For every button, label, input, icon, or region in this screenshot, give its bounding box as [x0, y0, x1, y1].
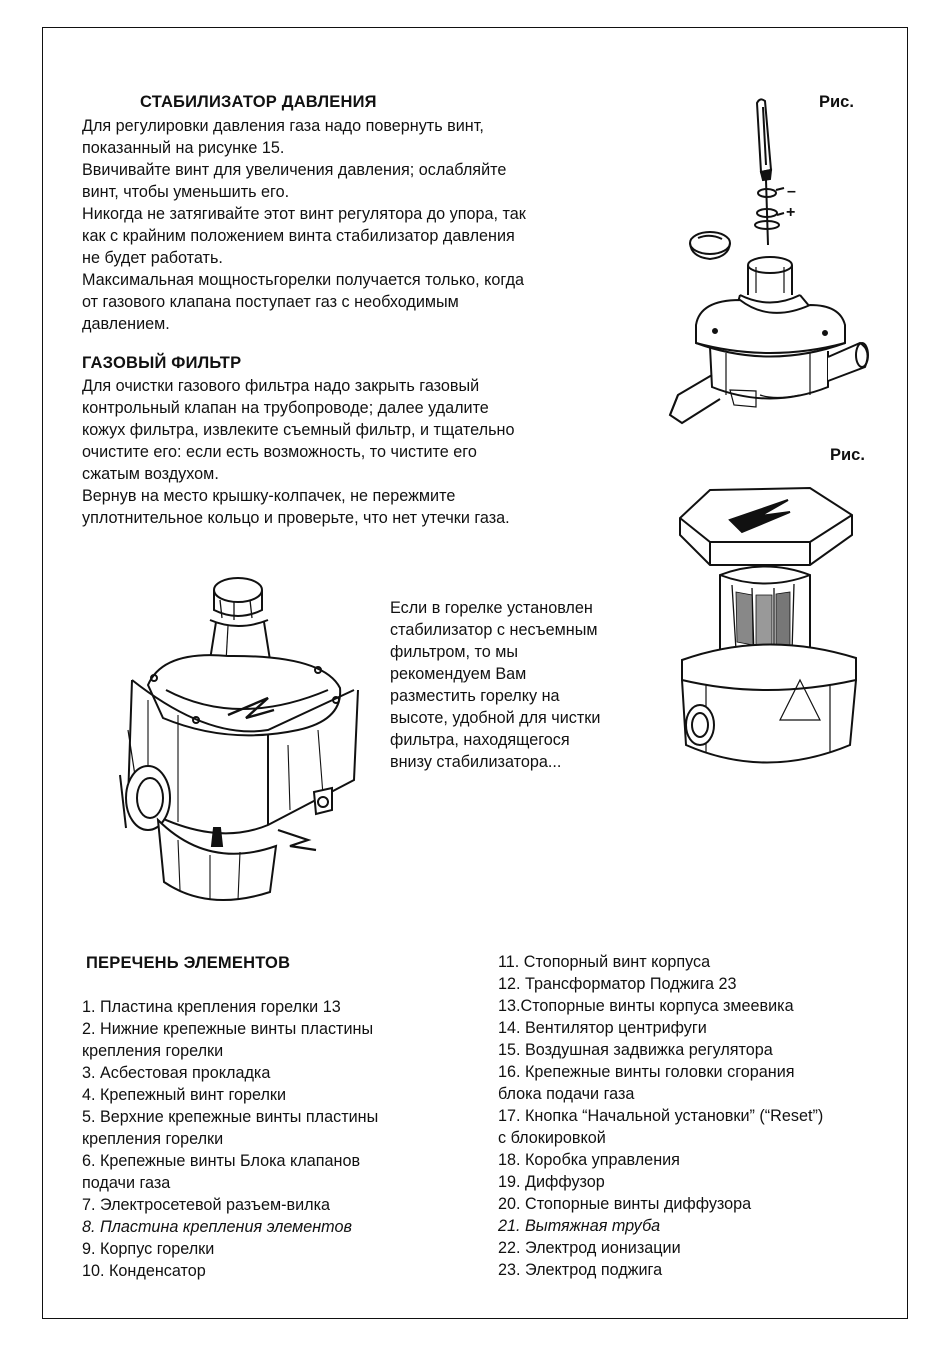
list-item: 21. Вытяжная труба	[498, 1217, 661, 1235]
list-item: 13.Стопорные винты корпуса змеевика	[498, 997, 794, 1015]
text-line: контрольный клапан на трубопроводе; далее удалите	[82, 399, 489, 417]
list-item: 23. Электрод поджига	[498, 1261, 663, 1279]
list-item: 22. Электрод ионизации	[498, 1239, 681, 1257]
text-line: винт, чтобы уменьшить его.	[82, 183, 290, 201]
text-line: Никогда не затягивайте этот винт регулятора до упора, так	[82, 205, 526, 223]
minus-label: –	[787, 183, 796, 200]
text-line: кожух фильтра, извлеките съемный фильтр, и тщательно	[82, 421, 515, 439]
list-item: 19. Диффузор	[498, 1173, 605, 1191]
plus-label: +	[786, 204, 796, 221]
text-line: от газового клапана поступает газ с необходимым	[82, 293, 459, 311]
text-line: уплотнительное кольцо и проверьте, что нет утечки газа.	[82, 509, 510, 527]
list-item: 11. Стопорный винт корпуса	[498, 953, 711, 971]
list-item: 16. Крепежные винты головки сгорания	[498, 1063, 795, 1081]
list-item: 18. Коробка управления	[498, 1151, 680, 1169]
text-line: Если в горелке установлен	[390, 599, 593, 617]
stabilizer-text	[82, 115, 526, 335]
text-line: показанный на рисунке 15.	[82, 139, 285, 157]
parts-list-right	[498, 951, 823, 1281]
figure-label: Рис.	[830, 446, 865, 464]
list-item: 14. Вентилятор центрифуги	[498, 1019, 707, 1037]
list-item: 3. Асбестовая прокладка	[82, 1064, 271, 1082]
text-line: как с крайним положением винта стабилизатор давления	[82, 227, 515, 245]
text-line: разместить горелку на	[390, 687, 560, 705]
text-line: Для очистки газового фильтра надо закрыть газовый	[82, 377, 480, 395]
list-item: 15. Воздушная задвижка регулятора	[498, 1041, 773, 1059]
text-line: очистите его: если есть возможность, то чистите его	[82, 443, 477, 461]
text-line: высоте, удобной для чистки	[390, 709, 601, 727]
list-item: 1. Пластина крепления горелки 13	[82, 998, 341, 1016]
list-item: 2. Нижние крепежные винты пластины	[82, 1020, 374, 1038]
stabilizer-heading: СТАБИЛИЗАТОР ДАВЛЕНИЯ	[140, 93, 377, 111]
pressure-regulator-illustration	[660, 95, 880, 435]
list-item: 20. Стопорные винты диффузора	[498, 1195, 752, 1213]
parts-heading: ПЕРЕЧЕНЬ ЭЛЕМЕНТОВ	[86, 954, 291, 972]
stabilizer-with-filter-illustration	[118, 570, 373, 910]
list-item: 4. Крепежный винт горелки	[82, 1086, 287, 1104]
text-line: фильтра, находящегося	[390, 731, 570, 749]
text-line: Максимальная мощностьгорелки получается только, когда	[82, 271, 525, 289]
filter-heading: ГАЗОВЫЙ ФИЛЬТР	[82, 354, 242, 372]
list-item: 10. Конденсатор	[82, 1262, 206, 1280]
parts-list-left	[82, 996, 378, 1282]
list-item: с блокировкой	[498, 1129, 606, 1147]
text-line: давлением.	[82, 315, 170, 333]
text-line: фильтром, то мы	[390, 643, 519, 661]
list-item: крепления горелки	[82, 1042, 224, 1060]
text-line: Вернув на место крышку-колпачек, не пережмите	[82, 487, 456, 505]
list-item: 17. Кнопка “Начальной установки” (“Reset”)	[498, 1107, 824, 1125]
list-item: 9. Корпус горелки	[82, 1240, 215, 1258]
list-item: 5. Верхние крепежные винты пластины	[82, 1108, 379, 1126]
text-line: Ввичивайте винт для увеличения давления; ослабляйте	[82, 161, 507, 179]
list-item: подачи газа	[82, 1174, 171, 1192]
note-text	[390, 597, 600, 773]
text-line: не будет работать.	[82, 249, 223, 267]
list-item: 6. Крепежные винты Блока клапанов	[82, 1152, 361, 1170]
filter-text	[82, 375, 514, 529]
list-item: 12. Трансформатор Поджига 23	[498, 975, 737, 993]
list-item: крепления горелки	[82, 1130, 224, 1148]
list-item: блока подачи газа	[498, 1085, 635, 1103]
text-line: рекомендуем Вам	[390, 665, 527, 683]
text-line: сжатым воздухом.	[82, 465, 219, 483]
gas-filter-illustration	[670, 480, 870, 780]
list-item: 7. Электросетевой разъем-вилка	[82, 1196, 331, 1214]
figure-label: Рис.	[819, 93, 854, 111]
text-line: стабилизатор с несъемным	[390, 621, 598, 639]
list-item: 8. Пластина крепления элементов	[82, 1218, 352, 1236]
text-line: внизу стабилизатора...	[390, 753, 562, 771]
text-line: Для регулировки давления газа надо повернуть винт,	[82, 117, 484, 135]
